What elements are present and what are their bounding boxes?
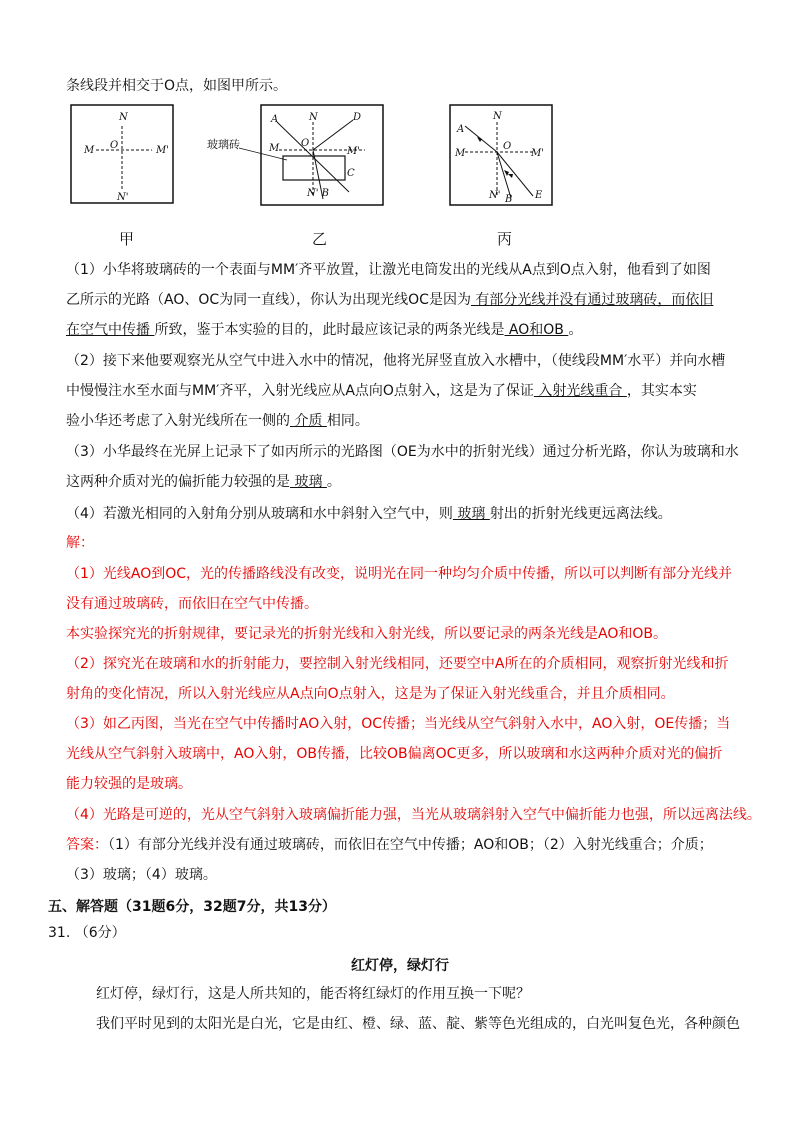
label-a: A xyxy=(457,124,465,135)
article-paragraph-2: 我们平时见到的太阳光是白光，它是由红、橙、绿、蓝、靛、紫等色光组成的，白光叫复色光，各种颜色 xyxy=(96,1016,740,1032)
section-5-heading: 五、解答题（31题6分，32题7分，共13分） xyxy=(48,899,336,915)
label-np: N' xyxy=(117,192,129,203)
q2-answer-a: 入射光线重合 xyxy=(533,383,627,399)
label-c: C xyxy=(347,168,355,179)
q1-answer-a: 有部分光线并没有通过玻璃砖，而依旧 xyxy=(470,292,714,308)
question-31-number: 31. （6分） xyxy=(48,925,126,941)
q1-line-3: 在空气中传播 所致，鉴于本实验的目的，此时最应该记录的两条光线是 AO和OB 。 xyxy=(66,322,583,338)
label-np-b: N' B xyxy=(307,188,330,199)
q2-answer-b: 介质 xyxy=(290,413,327,429)
q4-answer: 玻璃 xyxy=(452,506,490,522)
q3-line-1: （3）小华最终在光屏上记录下了如丙所示的光路图（OE为水中的折射光线）通过分析光路，你认为玻璃和水 xyxy=(66,444,739,460)
label-n: N xyxy=(493,111,502,122)
label-m: M xyxy=(269,143,280,154)
solution-3c: 能力较强的是玻璃。 xyxy=(66,776,192,792)
figure-jia-diagram xyxy=(70,104,174,204)
answer-label: 答案： xyxy=(66,837,108,853)
label-mp: M' xyxy=(156,145,169,156)
label-a: A xyxy=(271,114,279,125)
figure-jia xyxy=(70,104,174,204)
label-o: O xyxy=(503,141,512,152)
label-n: N xyxy=(309,112,318,123)
solution-3a: （3）如乙丙图，当光在空气中传播时AO入射，OC传播；当光线从空气斜射入水中，AO入射，OE传播；当 xyxy=(66,716,731,732)
label-m: M xyxy=(455,148,466,159)
label-b: B xyxy=(505,194,513,205)
article-title: 红灯停，绿灯行 xyxy=(351,958,449,974)
solution-head: 解： xyxy=(66,535,94,551)
caption-jia: 甲 xyxy=(119,230,135,248)
label-n: N xyxy=(119,112,128,123)
solution-2a: （2）探究光在玻璃和水的折射能力，要控制入射光线相同，还要空中A所在的介质相同，观察折射光线和折 xyxy=(66,656,729,672)
label-mp: M' xyxy=(531,148,544,159)
solution-2b: 射角的变化情况，所以入射光线应从A点向O点射入，这是为了保证入射光线重合，并且介质相同。 xyxy=(66,686,675,702)
q1-answer-b: AO和OB xyxy=(504,322,569,338)
label-o: O xyxy=(110,140,119,151)
figure-yi-diagram xyxy=(205,104,385,208)
answer-line-1: 答案：（1）有部分光线并没有通过玻璃砖，而依旧在空气中传播；AO和OB；（2）入射光线重合；介质； xyxy=(66,837,713,853)
solution-1b: 没有通过玻璃砖，而依旧在空气中传播。 xyxy=(66,596,318,612)
q3-answer: 玻璃 xyxy=(290,474,327,490)
solution-1c: 本实验探究光的折射规律，要记录光的折射光线和入射光线，所以要记录的两条光线是AO和OB。 xyxy=(66,626,667,642)
solution-1a: （1）光线AO到OC，光的传播路线没有改变，说明光在同一种均匀介质中传播，所以可以判断有部分光线并 xyxy=(66,566,733,582)
answer-line-2: （3）玻璃；（4）玻璃。 xyxy=(66,867,217,883)
q2-line-3: 验小华还考虑了入射光线所在一侧的 介质 相同。 xyxy=(66,413,369,429)
q1-line-1: （1）小华将玻璃砖的一个表面与MM′齐平放置，让激光电筒发出的光线从A点到O点入射，他看到了如图 xyxy=(66,262,711,278)
label-m: M xyxy=(84,145,95,156)
figure-bing-diagram xyxy=(449,104,553,206)
label-mp: M' xyxy=(347,146,360,157)
q1-answer-a-cont: 在空气中传播 xyxy=(66,322,155,338)
q2-line-1: （2）接下来他要观察光从空气中进入水中的情况，他将光屏竖直放入水槽中，（使线段MM′水平）并向水槽 xyxy=(66,353,726,369)
figure-bing xyxy=(449,104,553,206)
label-o: O xyxy=(301,138,310,149)
label-np: N' xyxy=(489,190,501,201)
figure-yi xyxy=(205,104,385,208)
q2-line-2: 中慢慢注水至水面与MM′齐平，入射光线应从A点向O点射入，这是为了保证 入射光线重合 ，其实本实 xyxy=(66,383,697,399)
solution-3b: 光线从空气斜射入玻璃中，AO入射，OB传播，比较OB偏离OC更多，所以玻璃和水这两种介质对光的偏折 xyxy=(66,746,723,762)
glass-brick-label: 玻璃砖 xyxy=(207,138,240,151)
caption-bing: 丙 xyxy=(497,230,513,248)
intro-line: 条线段并相交于O点，如图甲所示。 xyxy=(66,78,288,94)
q1-line-2: 乙所示的光路（AO、OC为同一直线），你认为出现光线OC是因为 有部分光线并没有通过玻璃砖，而依旧 xyxy=(66,292,714,308)
label-e: E xyxy=(535,190,543,201)
q3-line-2: 这两种介质对光的偏折能力较强的是 玻璃 。 xyxy=(66,474,341,490)
caption-yi: 乙 xyxy=(312,230,328,248)
label-d: D xyxy=(353,112,362,123)
solution-4: （4）光路是可逆的，光从空气斜射入玻璃偏折能力强，当光从玻璃斜射入空气中偏折能力也强，所以远离法线。 xyxy=(66,807,761,823)
q4-line: （4）若激光相同的入射角分别从玻璃和水中斜射入空气中，则 玻璃 射出的折射光线更远离法线。 xyxy=(66,506,672,522)
article-paragraph-1: 红灯停，绿灯行，这是人所共知的，能否将红绿灯的作用互换一下呢？ xyxy=(96,986,530,1002)
